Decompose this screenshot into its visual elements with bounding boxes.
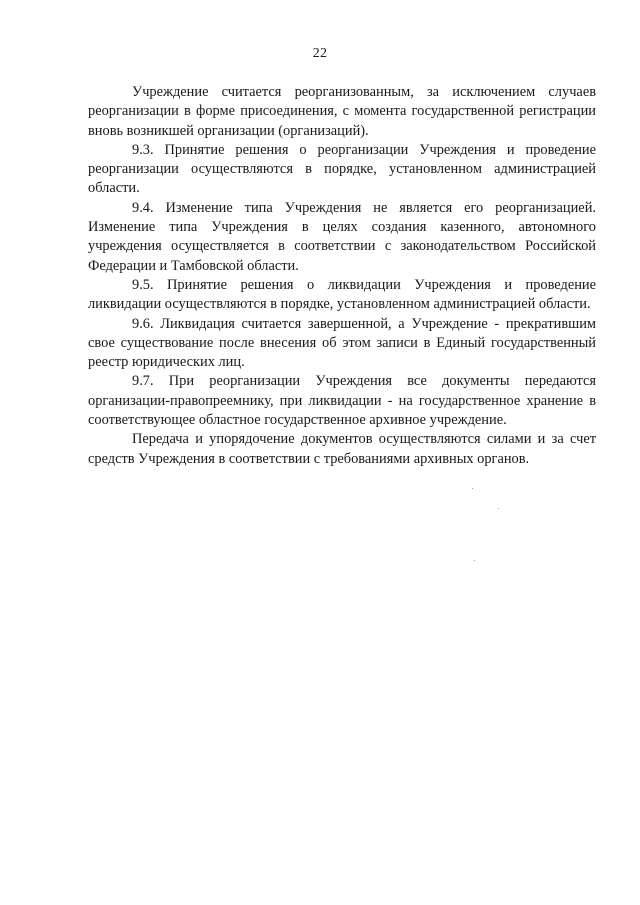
paragraph-document-transfer: Передача и упорядочение документов осуществляются силами и за счет средств Учреждения в соответствии с требованиями архивных органов.	[88, 431, 596, 467]
document-body	[88, 83, 596, 469]
scan-speck	[472, 488, 473, 489]
paragraph-9-6: 9.6. Ликвидация считается завершенной, а Учреждение - прекратившим свое существование после внесения об этом записи в Единый государственный реестр юридических лиц.	[88, 315, 596, 371]
scan-speck	[498, 508, 499, 509]
paragraph-reorganization-moment: Учреждение считается реорганизованным, за исключением случаев реорганизации в форме присоединения, с момента государственной регистрации вновь возникшей организации (организаций).	[88, 84, 596, 139]
page-number: 22	[312, 46, 328, 61]
paragraph-9-5: 9.5. Принятие решения о ликвидации Учреждения и проведение ликвидации осуществляются в порядке, установленном администрацией области.	[88, 276, 596, 313]
paragraph-9-7: 9.7. При реорганизации Учреждения все документы передаются организации-правопреемнику, при ликвидации - на государственное хранение в соответствующее областное государственное архивное учреждение.	[88, 373, 596, 429]
paragraph-9-3: 9.3. Принятие решения о реорганизации Учреждения и проведение реорганизации осуществляются в порядке, установленном администрацией области.	[88, 141, 596, 197]
scan-speck	[474, 560, 475, 561]
paragraph-9-4: 9.4. Изменение типа Учреждения не является его реорганизацией. Изменение типа Учреждения в целях создания казенного, автономного учреждения осуществляется в соответствии с законодательством Российской Федерации и Тамбовской области.	[88, 199, 596, 274]
